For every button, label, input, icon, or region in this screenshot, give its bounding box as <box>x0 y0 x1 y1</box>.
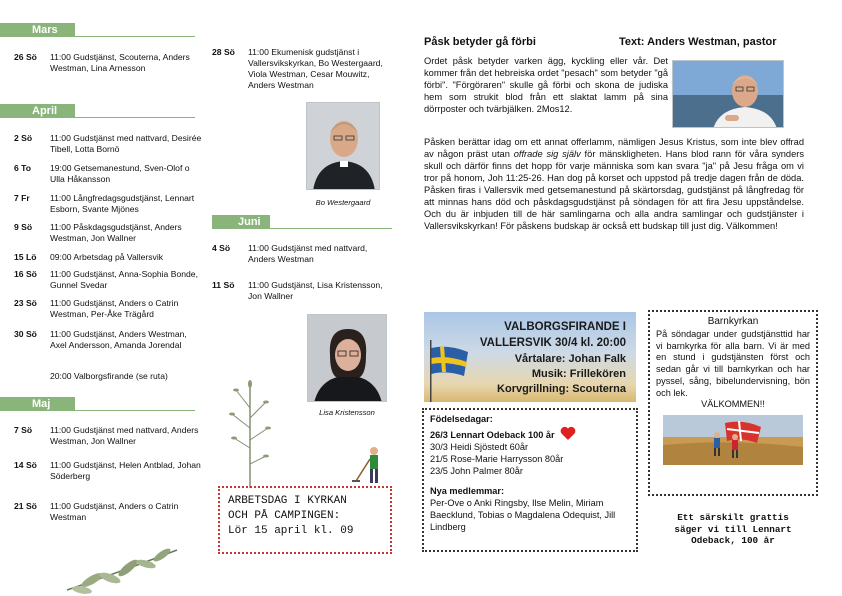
birthday-line: 21/5 Rose-Marie Harrysson 80år <box>430 453 564 464</box>
list-item <box>212 280 392 302</box>
article-body-main <box>424 137 804 233</box>
gardener-illustration <box>350 445 386 487</box>
event-date: 2 Sö <box>14 133 33 143</box>
event-text: 19:00 Getsemanestund, Sven-Olof o Ulla Håkansson <box>50 163 190 184</box>
birthday-line: 30/3 Heidi Sjöstedt 60år <box>430 441 529 452</box>
article-paragraph-1: Ordet påsk betyder varken ägg, kyckling eller vår. Det kommer från det hebreiska ordet "pesach" som betyder "gå förbi". "Förgöraren" skulle gå förbi och skona de judiska hem som strukit blod från ett slaktat lamm på sina dörrposter och tvärbjälken. 2Mos12. <box>424 56 668 114</box>
event-date: 23 Sö <box>14 298 37 308</box>
event-date: 14 Sö <box>14 460 37 470</box>
members-heading: Nya medlemmar: <box>430 485 505 496</box>
list-item <box>212 47 392 91</box>
list-item <box>14 133 204 155</box>
photo-lisa-kristensson <box>307 314 387 402</box>
arbetsdag-notice <box>218 486 392 554</box>
list-item <box>14 329 204 351</box>
photo-anders-westman <box>672 60 784 128</box>
event-date: 21 Sö <box>14 501 37 511</box>
event-text: 11:00 Gudstjänst, Anders o Catrin Westman <box>50 501 179 522</box>
event-text: 09:00 Arbetsdag på Vallersvik <box>50 252 164 262</box>
event-text: 11:00 Gudstjänst, Anders o Catrin Westman, Per-Åke Trägård <box>50 298 179 319</box>
article-emphasis: offrade sig själv <box>513 148 581 159</box>
members-list: Per-Ove o Anki Ringsby, Ilse Melin, Miriam Baecklund, Tobias o Magdalena Odequist, Jill Lindberg <box>430 497 616 532</box>
event-date: 26 Sö <box>14 52 37 62</box>
month-header-mars <box>0 23 75 37</box>
olive-branch-illustration <box>62 540 182 596</box>
birthday-line: 23/5 John Palmer 80år <box>430 465 523 476</box>
valborg-music: Musik: Frillekören <box>531 368 626 380</box>
plant-sprig-illustration <box>222 378 278 488</box>
month-label: Maj <box>32 398 51 410</box>
event-date: 16 Sö <box>14 269 37 279</box>
event-text: 11:00 Gudstjänst med nattvard, Anders Westman, Jon Wallner <box>50 425 199 446</box>
birthday-highlight <box>430 426 630 442</box>
portrait-man-icon <box>307 103 380 190</box>
event-date: 4 Sö <box>212 243 231 253</box>
valborg-grill: Korvgrillning: Scouterna <box>497 383 626 395</box>
list-item <box>14 298 204 320</box>
barnkyrkan-title: Barnkyrkan <box>707 316 759 327</box>
congrats-line: säger vi till Lennart <box>674 523 792 535</box>
event-date: 30 Sö <box>14 329 37 339</box>
month-rule <box>75 36 195 37</box>
event-text: 11:00 Gudstjänst med nattvard, Desirée Tibell, Lotta Bornö <box>50 133 202 154</box>
children-flag-illustration <box>663 415 803 465</box>
congrats-line: Odeback, 100 år <box>691 535 775 547</box>
list-item <box>14 425 204 447</box>
event-text: 11:00 Påskdagsgudstjänst, Anders Westman, Jon Wallner <box>50 222 182 243</box>
list-item <box>14 163 204 185</box>
event-text: 11:00 Gudstjänst, Anna-Sophia Bonde, Gunnel Svedar <box>50 269 198 290</box>
portrait-woman-icon <box>308 315 387 402</box>
event-date <box>14 371 50 382</box>
valborg-banner <box>424 312 636 402</box>
heart-icon <box>560 426 576 440</box>
birthday-highlight-text: 26/3 Lennart Odeback 100 år <box>430 429 555 440</box>
month-header-maj <box>0 397 75 411</box>
event-text: 11:00 Gudstjänst, Scouterna, Anders Westman, Lina Arnesson <box>50 52 190 73</box>
event-text: 11:00 Gudstjänst, Anders Westman, Axel Andersson, Amanda Jorendal <box>50 329 187 350</box>
event-text: 20:00 Valborgsfirande (se ruta) <box>50 371 168 381</box>
notice-line: OCH PÅ CAMPINGEN: <box>228 510 341 522</box>
congrats-line: Ett särskilt grattis <box>677 512 789 523</box>
list-item <box>14 501 204 523</box>
month-label: Mars <box>32 24 58 36</box>
list-item <box>14 193 204 215</box>
month-label: April <box>32 105 58 117</box>
event-text: 11:00 Långfredagsgudstjänst, Lennart Esborn, Svante Mjönes <box>50 193 195 214</box>
portrait-man-seaside-icon <box>673 61 784 128</box>
event-text: 11:00 Gudstjänst, Helen Antblad, Johan Söderberg <box>50 460 201 481</box>
month-label: Juni <box>238 216 261 228</box>
list-item <box>212 243 392 265</box>
event-text: 11:00 Gudstjänst, Lisa Kristensson, Jon Wallner <box>248 280 383 301</box>
congrats-note <box>648 512 818 547</box>
event-date: 28 Sö <box>212 47 235 57</box>
event-date: 11 Sö <box>212 280 235 290</box>
list-item <box>14 252 204 263</box>
month-header-april <box>0 104 75 118</box>
month-rule <box>75 117 195 118</box>
month-rule <box>75 410 195 411</box>
list-item <box>14 269 204 291</box>
photo-caption: Bo Westergaard <box>315 198 371 207</box>
event-date: 7 Fr <box>14 193 30 203</box>
valborg-title: VALBORGSFIRANDE I <box>504 321 626 333</box>
event-date: 7 Sö <box>14 425 33 435</box>
swedish-flag-icon <box>424 340 470 402</box>
event-date: 6 To <box>14 163 32 173</box>
article-paragraph-2a: Påsken berättar idag om ett annat offerlamm, nämligen Jesus Kristus, som inte blev offrad av någon präst utan <box>424 137 804 159</box>
birthdays-box <box>422 408 638 552</box>
barnkyrkan-box <box>648 310 818 496</box>
photo-bo-westergaard <box>306 102 380 190</box>
event-date: 9 Sö <box>14 222 33 232</box>
valborg-speaker: Vårtalare: Johan Falk <box>514 353 626 365</box>
month-header-juni <box>212 215 270 229</box>
photo-caption: Lisa Kristensson <box>319 408 375 417</box>
valborg-when: VALLERSVIK 30/4 kl. 20:00 <box>479 337 626 349</box>
list-item <box>14 371 204 382</box>
month-rule <box>270 228 392 229</box>
barnkyrkan-welcome: VÄLKOMMEN!! <box>701 399 765 410</box>
list-item <box>14 52 204 74</box>
list-item <box>14 460 204 482</box>
list-item <box>14 222 204 244</box>
event-text: 11:00 Ekumenisk gudstjänst i Vallersvikskyrkan, Bo Westergaard, Viola Westman, Cesar Mouwitz, Anders Westman <box>248 47 383 90</box>
birthdays-heading: Födelsedagar: <box>430 414 493 424</box>
barnkyrkan-text: På söndagar under gudstjänsttid har vi barnkyrka för alla barn. Vi är med en stund i gudstjänsten först och sedan går vi till barnkyrkan och har pyssel, sång, bibelundervisning, bön och lek. <box>656 328 810 398</box>
article-paragraph-2b: för mänskligheten. Hans blod rann för våra synders skull och därför finns det hopp för varje människa som kan svara "ja" på Jesu fråga om vi tror på honom, Joh 11:25-26. Han dog på korset och uppstod på tredje dagen från de döda. Påsken firas i Vallersvik med getsemanestund på skärtorsdag, gudstjänst på långfredag för att minnas hans död och påskdagsgudstjänst på söndagen för att fira Jesu uppståndelse. Och du är inbjuden till de här samlingarna och alla andra samlingar och gudstjänster i Vallersvikskyrkan! För påskens budskap är också ett budskap till just dig. Välkommen! <box>424 148 805 231</box>
article-title: Påsk betyder gå förbi <box>424 36 536 48</box>
notice-line: ARBETSDAG I KYRKAN <box>228 495 347 507</box>
notice-line: Lör 15 april kl. 09 <box>228 525 354 537</box>
article-author: Text: Anders Westman, pastor <box>619 36 777 48</box>
event-text: 11:00 Gudstjänst med nattvard, Anders Westman <box>248 243 368 264</box>
event-date: 15 Lö <box>14 252 37 262</box>
article-body-intro <box>424 56 668 116</box>
